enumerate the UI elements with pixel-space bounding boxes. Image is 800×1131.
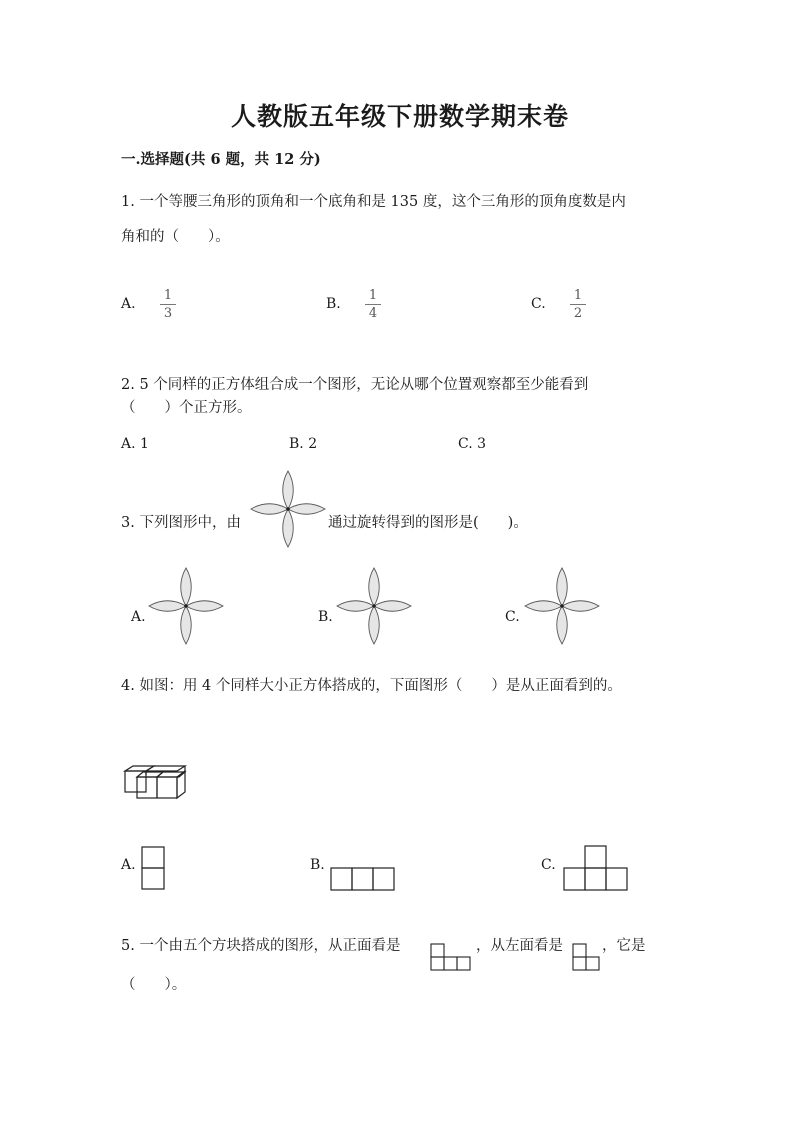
q2-option-a: A. 1 [121,436,149,452]
front-view-shape-icon [430,943,472,971]
q1-option-b-fraction [365,288,381,321]
q1-option-a-fraction [160,288,176,321]
petal-flower-icon [251,471,325,547]
question-5-part-3: ，它是 [602,938,646,954]
left-view-shape-icon [572,943,600,971]
question-4-text: 4. 如图：用 4 个同样大小正方体搭成的，下面图形（ ）是从正面看到的。 [121,678,622,694]
question-5-part-1: 5. 一个由五个方块搭成的图形，从正面看是 [121,938,401,954]
question-2-line-1: 2. 5 个同样的正方体组合成一个图形，无论从哪个位置观察都至少能看到 [121,377,589,393]
question-1-line-2: 角和的（ ）。 [121,229,230,245]
page-title: 人教版五年级下册数学期末卷 [230,102,569,131]
q1-option-a-label: A. [121,296,136,312]
q3-option-c-label: C. [505,609,520,625]
fraction-bar [365,304,381,305]
question-1-line-1: 1. 一个等腰三角形的顶角和一个底角和是 135 度，这个三角形的顶角度数是内 [121,194,626,210]
stacked-cubes-icon [123,765,187,801]
fraction-bar [570,304,586,305]
vertical-two-squares-icon [141,846,165,890]
petal-flower-icon [148,568,224,644]
fraction-bar [160,304,176,305]
q3-option-b-label: B. [318,609,333,625]
q2-option-c: C. 3 [458,436,487,452]
q2-option-b: B. 2 [289,436,318,452]
q3-option-a-label: A. [131,609,146,625]
question-5-line-2: （ ）。 [121,977,187,993]
q1-option-c-fraction [570,288,586,321]
petal-flower-icon [336,568,412,644]
question-5-part-2: ，从左面看是 [476,938,563,954]
fraction-numerator: 1 [573,288,583,303]
fraction-denominator: 4 [368,306,378,321]
fraction-denominator: 2 [573,306,583,321]
question-3-prefix: 3. 下列图形中，由 [121,515,241,531]
fraction-numerator: 1 [163,288,173,303]
question-2-line-2: （ ）个正方形。 [121,400,252,416]
q4-option-c-label: C. [541,857,556,873]
section-heading: 一.选择题(共 6 题，共 12 分) [121,151,321,168]
fraction-numerator: 1 [368,288,378,303]
q1-option-c-label: C. [531,296,546,312]
q4-option-a-label: A. [121,857,136,873]
question-3-suffix: 通过旋转得到的图形是( )。 [328,515,528,531]
q4-option-b-label: B. [310,857,325,873]
petal-flower-icon [524,568,600,644]
t-shape-squares-icon [563,845,629,891]
q1-option-b-label: B. [326,296,341,312]
horizontal-three-squares-icon [330,867,396,891]
fraction-denominator: 3 [163,306,173,321]
